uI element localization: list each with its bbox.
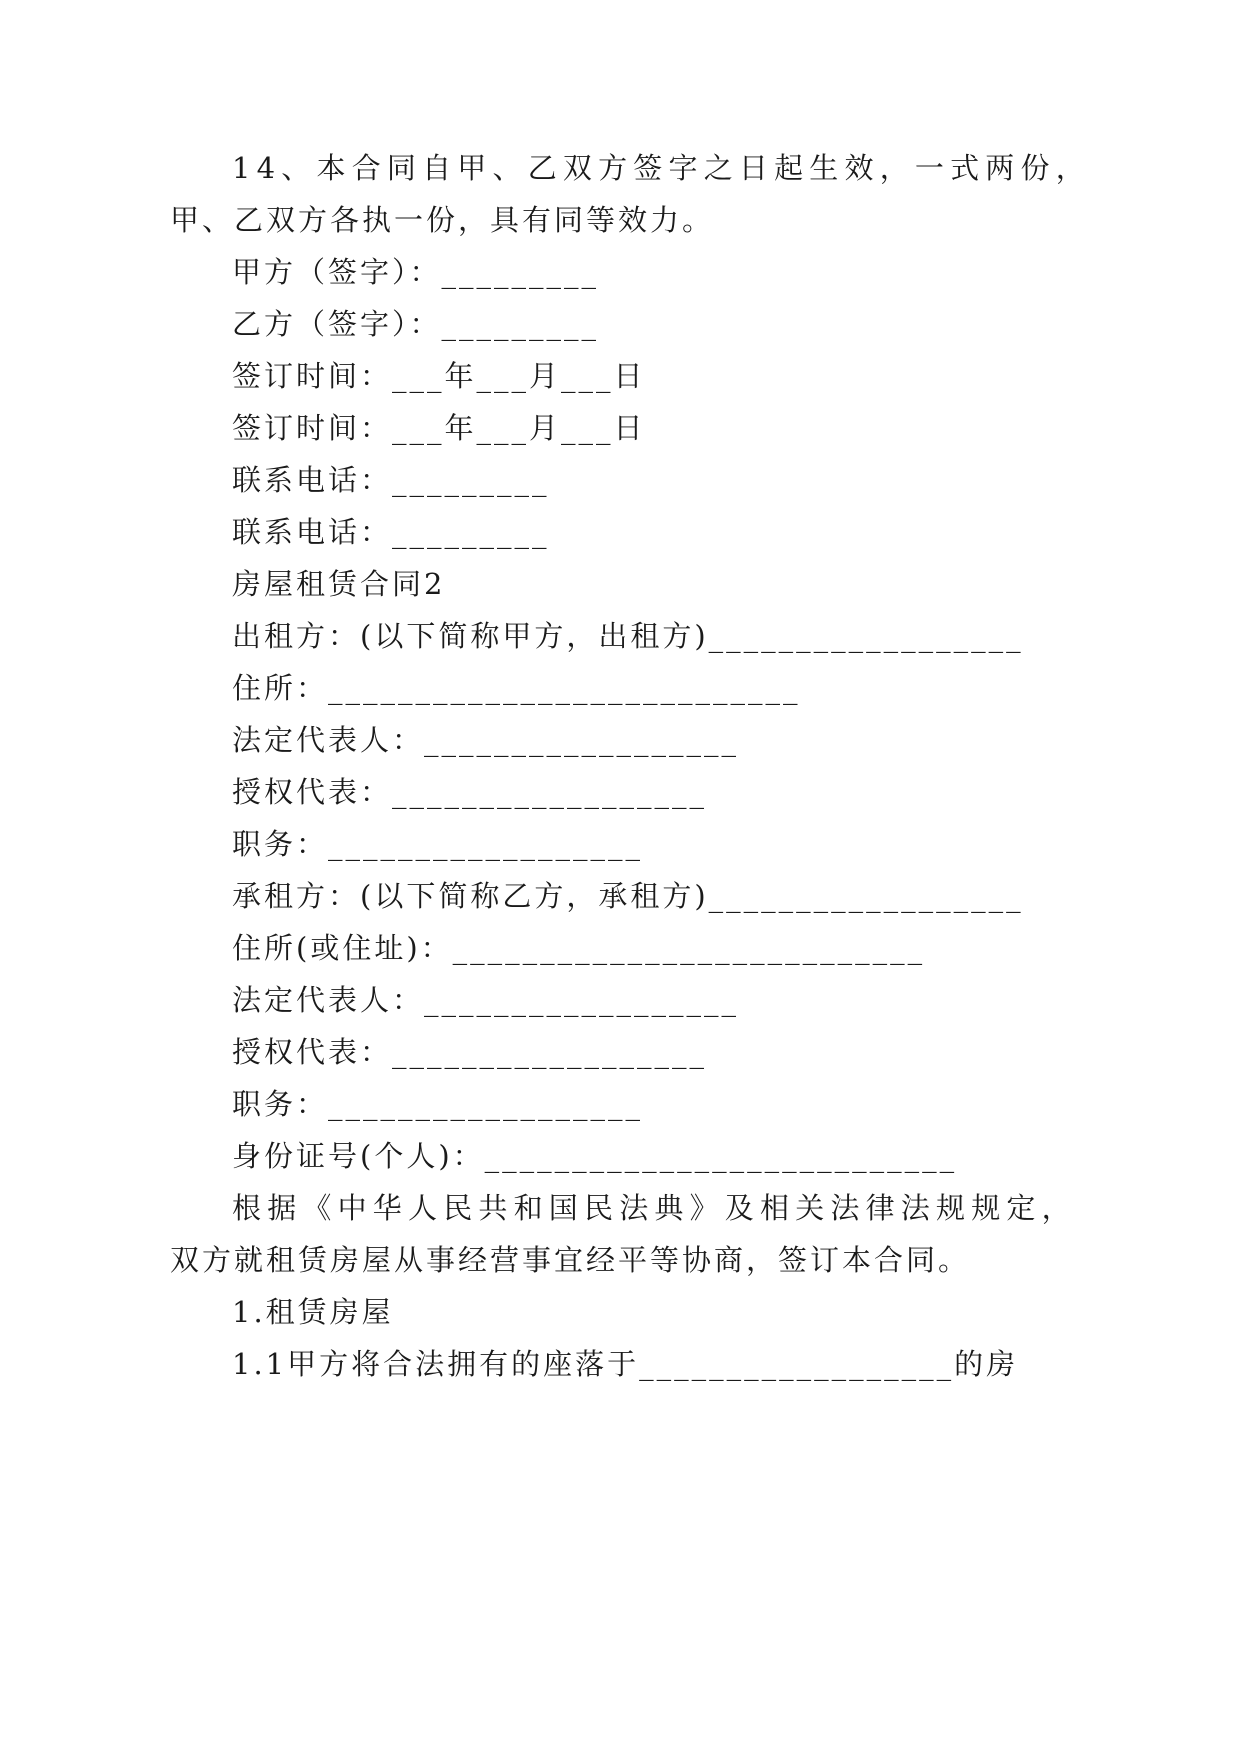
id-number-line: 身份证号(个人)：___________________________ [232,1139,958,1173]
contract-heading: 房屋租赁合同2 [232,567,446,601]
lessee-position-line: 职务：__________________ [232,1087,644,1121]
clause-14-line-2: 甲、乙双方各执一份，具有同等效力。 [170,203,715,237]
lessee-address-line: 住所(或住址)：___________________________ [232,931,926,965]
clause-14-line-1: 14、本合同自甲、乙双方签字之日起生效，一式两份， [232,151,1091,185]
signing-date-line-1: 签订时间：___年___月___日 [232,359,646,393]
lessee-authorized-rep-line: 授权代表：__________________ [232,1035,708,1069]
lessee-line: 承租方：(以下简称乙方，承租方)__________________ [232,879,1024,913]
preamble-line-2: 双方就租赁房屋从事经营事宜经平等协商，签订本合同。 [170,1243,971,1277]
lessor-line: 出租方：(以下简称甲方，出租方)__________________ [232,619,1024,653]
contact-phone-line-1: 联系电话：_________ [232,463,550,497]
lessee-legal-rep-line: 法定代表人：__________________ [232,983,740,1017]
contact-phone-line-2: 联系电话：_________ [232,515,550,549]
lessor-position-line: 职务：__________________ [232,827,644,861]
party-b-signature-line: 乙方（签字）：_________ [232,307,600,341]
lessor-legal-rep-line: 法定代表人：__________________ [232,723,740,757]
party-a-signature-line: 甲方（签字）：_________ [232,255,600,289]
section-1-1-line: 1.1甲方将合法拥有的座落于__________________的房 [232,1347,1019,1381]
lessor-address-line: 住所：___________________________ [232,671,801,705]
signing-date-line-2: 签订时间：___年___月___日 [232,411,646,445]
preamble-line-1: 根据《中华人民共和国民法典》及相关法律法规规定， [232,1191,1077,1225]
section-1-heading: 1.租赁房屋 [232,1295,394,1329]
lessor-authorized-rep-line: 授权代表：__________________ [232,775,708,809]
